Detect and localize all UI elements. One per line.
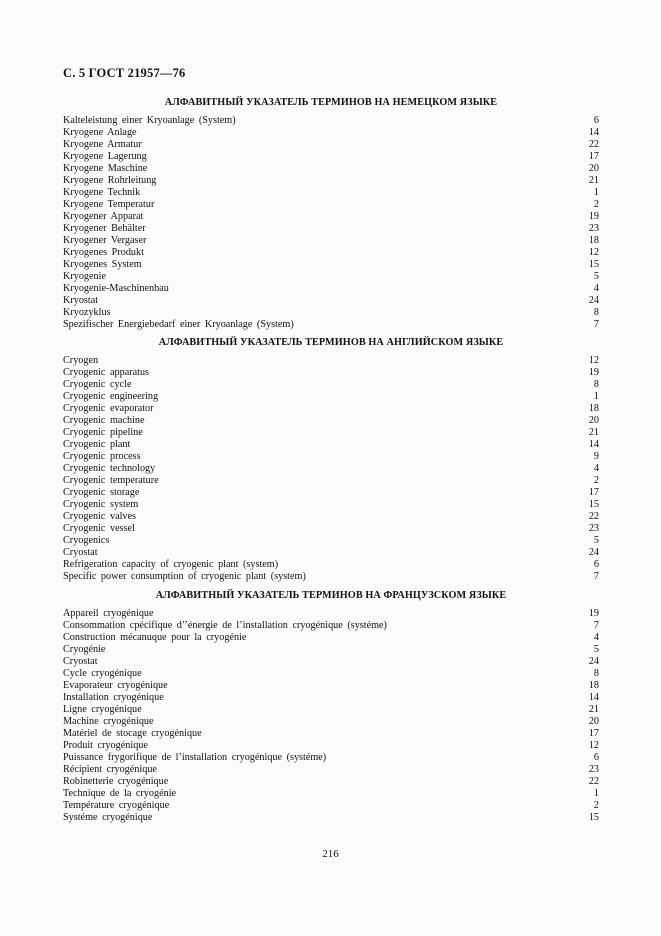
index-entry [63, 223, 599, 235]
entry-number: 23 [588, 223, 599, 234]
index-entry [63, 367, 599, 379]
index-entry [63, 800, 599, 812]
entry-term: Kryogene Anlage [63, 127, 137, 138]
entry-term: Kryogene Lagerung [63, 151, 147, 162]
section-title: АЛФАВИТНЫЙ УКАЗАТЕЛЬ ТЕРМИНОВ НА АНГЛИЙСКОМ ЯЗЫКЕ [158, 337, 504, 348]
entry-term: Kryogener Apparat [63, 211, 144, 222]
entry-term: Cryogenic temperature [63, 475, 159, 486]
entry-term: Cryogenics [63, 535, 110, 546]
index-entry [63, 211, 599, 223]
index-entry [63, 764, 599, 776]
entry-term: Cryogenic process [63, 451, 141, 462]
index-entry [63, 271, 599, 283]
entry-term: Kryogene Armatur [63, 139, 142, 150]
entry-number: 7 [593, 620, 599, 631]
entry-number: 12 [588, 355, 599, 366]
entry-term: Robinetterie cryogénique [63, 776, 169, 787]
index-entry [63, 163, 599, 175]
index-entry [63, 319, 599, 331]
entry-term: Kryogenie [63, 271, 106, 282]
entry-number: 21 [588, 704, 599, 715]
index-entry [63, 307, 599, 319]
entry-number: 22 [588, 511, 599, 522]
entry-number: 23 [588, 764, 599, 775]
entry-number: 24 [588, 547, 599, 558]
index-entry [63, 379, 599, 391]
index-entry [63, 752, 599, 764]
entry-number: 24 [588, 295, 599, 306]
entry-number: 17 [588, 487, 599, 498]
entry-number: 14 [588, 439, 599, 450]
index-entry [63, 608, 599, 620]
entry-term: Kryogene Maschine [63, 163, 148, 174]
entry-number: 2 [593, 800, 599, 811]
entry-term: Kryogener Behälter [63, 223, 146, 234]
entry-term: Cryogenic apparatus [63, 367, 150, 378]
entry-term: Specific power consumption of cryogenic plant (system) [63, 571, 306, 582]
index-entry [63, 259, 599, 271]
entry-list [63, 355, 599, 583]
german-index-section [63, 97, 599, 331]
entry-number: 6 [593, 115, 599, 126]
entry-number: 1 [593, 391, 599, 402]
index-entry [63, 716, 599, 728]
entry-term: Kryogener Vergaser [63, 235, 147, 246]
entry-term: Installation cryogénique [63, 692, 164, 703]
index-entry [63, 355, 599, 367]
index-entry [63, 151, 599, 163]
entry-term: Technique de la cryogénie [63, 788, 177, 799]
index-entry [63, 668, 599, 680]
index-entry [63, 547, 599, 559]
entry-number: 15 [588, 259, 599, 270]
entry-number: 8 [593, 307, 599, 318]
index-entry [63, 692, 599, 704]
entry-number: 18 [588, 403, 599, 414]
index-entry [63, 439, 599, 451]
entry-number: 4 [593, 463, 599, 474]
entry-number: 1 [593, 187, 599, 198]
entry-term: Construction mécanuque pour la cryogénie [63, 632, 247, 643]
index-entry [63, 523, 599, 535]
entry-number: 14 [588, 127, 599, 138]
index-entry [63, 644, 599, 656]
entry-term: Cryogenic plant [63, 439, 131, 450]
index-entry [63, 620, 599, 632]
index-entry [63, 199, 599, 211]
entry-number: 6 [593, 752, 599, 763]
entry-term: Kryogenes Produkt [63, 247, 144, 258]
entry-term: Produit cryogénique [63, 740, 148, 751]
entry-term: Systéme cryogénique [63, 812, 153, 823]
entry-term: Cryogenic vessel [63, 523, 135, 534]
entry-term: Cryostat [63, 656, 98, 667]
entry-term: Spezifischer Energiebedarf einer Kryoanlage (System) [63, 319, 294, 330]
page-number: 216 [322, 848, 339, 860]
entry-term: Consommation cpécifique d’’énergie de l’installation cryogénique (systéme) [63, 620, 387, 631]
index-entry [63, 776, 599, 788]
index-entry [63, 559, 599, 571]
entry-number: 18 [588, 235, 599, 246]
entry-term: Ligne cryogénique [63, 704, 142, 715]
index-entry [63, 680, 599, 692]
entry-number: 8 [593, 668, 599, 679]
entry-term: Cryogenic technology [63, 463, 156, 474]
entry-term: Puissance frygorifique de l’installation cryogénique (systéme) [63, 752, 327, 763]
entry-term: Cryostat [63, 547, 98, 558]
entry-term: Kryostat [63, 295, 99, 306]
index-entry [63, 403, 599, 415]
entry-number: 21 [588, 175, 599, 186]
entry-number: 4 [593, 283, 599, 294]
entry-number: 12 [588, 247, 599, 258]
entry-number: 22 [588, 139, 599, 150]
entry-term: Cryogenic engineering [63, 391, 159, 402]
entry-number: 5 [593, 644, 599, 655]
entry-number: 12 [588, 740, 599, 751]
entry-number: 6 [593, 559, 599, 570]
index-entry [63, 511, 599, 523]
section-title: АЛФАВИТНЫЙ УКАЗАТЕЛЬ ТЕРМИНОВ НА НЕМЕЦКОМ ЯЗЫКЕ [164, 97, 498, 108]
index-entry [63, 139, 599, 151]
index-entry [63, 499, 599, 511]
entry-term: Kryogenie-Maschinenbau [63, 283, 169, 294]
entry-number: 14 [588, 692, 599, 703]
entry-number: 15 [588, 812, 599, 823]
entry-number: 19 [588, 608, 599, 619]
entry-number: 7 [593, 319, 599, 330]
entry-list [63, 608, 599, 824]
index-entry [63, 632, 599, 644]
entry-number: 5 [593, 535, 599, 546]
index-entry [63, 812, 599, 824]
entry-term: Kryogene Rohrleitung [63, 175, 157, 186]
index-entry [63, 656, 599, 668]
entry-term: Cryogenic storage [63, 487, 140, 498]
entry-list [63, 115, 599, 331]
entry-number: 9 [593, 451, 599, 462]
entry-term: Kryozyklus [63, 307, 111, 318]
entry-number: 5 [593, 271, 599, 282]
index-entry [63, 295, 599, 307]
index-entry [63, 463, 599, 475]
entry-term: Matériel de stocage cryogénique [63, 728, 202, 739]
english-index-section [63, 337, 599, 583]
entry-term: Cryogenic evaporator [63, 403, 154, 414]
entry-number: 22 [588, 776, 599, 787]
entry-term: Cryogenic system [63, 499, 139, 510]
index-entry [63, 535, 599, 547]
entry-term: Machine cryogénique [63, 716, 154, 727]
french-index-section [63, 590, 599, 824]
entry-number: 20 [588, 716, 599, 727]
entry-number: 2 [593, 199, 599, 210]
entry-number: 20 [588, 163, 599, 174]
entry-number: 24 [588, 656, 599, 667]
entry-term: Kryogenes System [63, 259, 142, 270]
entry-number: 21 [588, 427, 599, 438]
index-entry [63, 451, 599, 463]
entry-term: Température cryogénique [63, 800, 170, 811]
entry-number: 18 [588, 680, 599, 691]
index-entry [63, 704, 599, 716]
index-entry [63, 247, 599, 259]
index-entry [63, 391, 599, 403]
index-entry [63, 187, 599, 199]
index-entry [63, 487, 599, 499]
index-entry [63, 740, 599, 752]
index-entry [63, 475, 599, 487]
entry-term: Kryogene Technik [63, 187, 141, 198]
entry-number: 7 [593, 571, 599, 582]
entry-term: Cryogen [63, 355, 99, 366]
section-title: АЛФАВИТНЫЙ УКАЗАТЕЛЬ ТЕРМИНОВ НА ФРАНЦУЗСКОМ ЯЗЫКЕ [155, 590, 507, 601]
entry-number: 17 [588, 728, 599, 739]
entry-number: 1 [593, 788, 599, 799]
entry-number: 4 [593, 632, 599, 643]
entry-number: 8 [593, 379, 599, 390]
entry-term: Cryogenic cycle [63, 379, 132, 390]
entry-number: 2 [593, 475, 599, 486]
entry-term: Refrigeration capacity of cryogenic plant (system) [63, 559, 279, 570]
entry-number: 15 [588, 499, 599, 510]
index-entry [63, 115, 599, 127]
entry-term: Evaporateur cryogénique [63, 680, 168, 691]
entry-number: 20 [588, 415, 599, 426]
index-entry [63, 127, 599, 139]
entry-term: Kryogene Temperatur [63, 199, 155, 210]
index-entry [63, 415, 599, 427]
entry-term: Cryogénie [63, 644, 106, 655]
entry-term: Cycle cryogénique [63, 668, 142, 679]
entry-term: Cryogenic valves [63, 511, 137, 522]
entry-number: 17 [588, 151, 599, 162]
index-entry [63, 235, 599, 247]
entry-term: Cryogenic pipeline [63, 427, 143, 438]
entry-number: 23 [588, 523, 599, 534]
index-entry [63, 283, 599, 295]
index-entry [63, 728, 599, 740]
page-header: С. 5 ГОСТ 21957—76 [63, 66, 186, 80]
index-entry [63, 175, 599, 187]
entry-term: Cryogenic machine [63, 415, 145, 426]
entry-term: Appareil cryogénique [63, 608, 154, 619]
entry-number: 19 [588, 367, 599, 378]
entry-term: Kalteleistung einer Kryoanlage (System) [63, 115, 236, 126]
index-entry [63, 427, 599, 439]
entry-term: Récipient cryogénique [63, 764, 157, 775]
index-entry [63, 571, 599, 583]
entry-number: 19 [588, 211, 599, 222]
index-entry [63, 788, 599, 800]
